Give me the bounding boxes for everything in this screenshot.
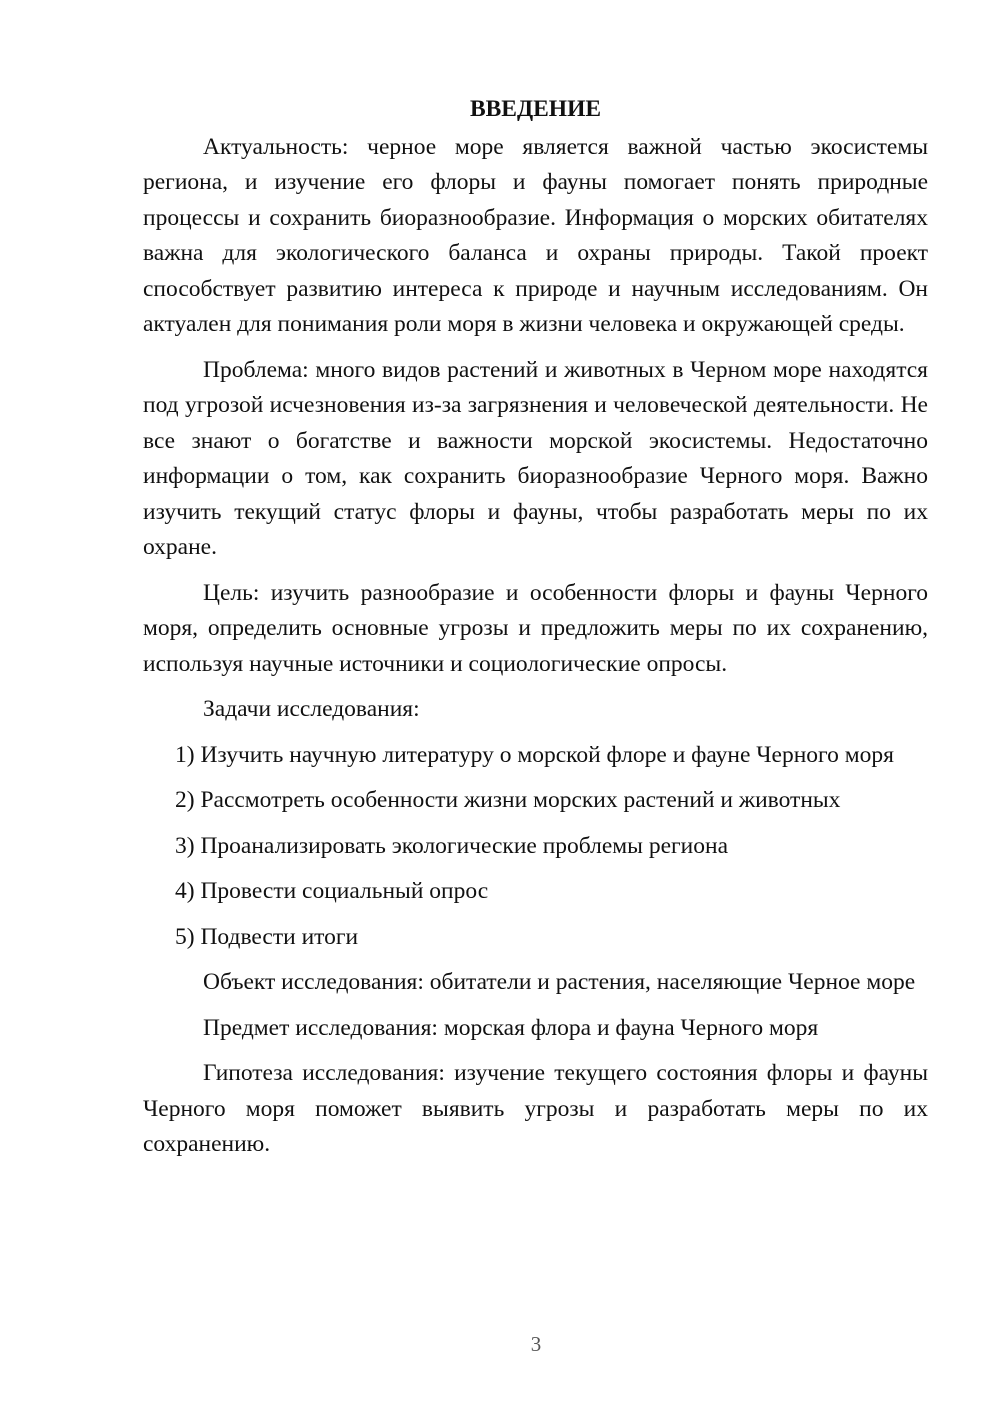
tasks-heading: Задачи исследования: <box>203 696 420 722</box>
paragraph-problem: Проблема: много видов растений и животных в Черном море находятся под угрозой исчезновения из-за загрязнения и человеческой деятельности. Не все знают о богатстве и важности морской экосистемы. Недостаточно информации о том, как сохранить биоразнообразие Черного моря. Важно изучить текущий статус флоры и фауны, чтобы разработать меры по их охране. <box>143 356 928 560</box>
page-number: 3 <box>530 1332 542 1356</box>
task-item-5: 5) Подвести итоги <box>175 923 359 950</box>
paragraph-hypothesis: Гипотеза исследования: изучение текущего состояния флоры и фауны Черного моря поможет выявить угрозы и разработать меры по их сохранению. <box>143 1060 928 1157</box>
page-content <box>143 92 928 1173</box>
task-item-2: 2) Рассмотреть особенности жизни морских растений и животных <box>175 787 841 813</box>
paragraph-subject: Предмет исследования: морская флора и фауна Черного моря <box>203 1014 819 1041</box>
task-item-1: 1) Изучить научную литературу о морской флоре и фауне Черного моря <box>175 741 894 768</box>
section-title: ВВЕДЕНИЕ <box>469 96 602 122</box>
paragraph-goal: Цель: изучить разнообразие и особенности флоры и фауны Черного моря, определить основные угрозы и предложить меры по их сохранению, используя научные источники и социологические опросы. <box>143 579 928 677</box>
task-item-4: 4) Провести социальный опрос <box>175 878 489 904</box>
paragraph-object: Объект исследования: обитатели и растения, населяющие Черное море <box>203 969 916 995</box>
task-item-3: 3) Проанализировать экологические проблемы региона <box>175 832 728 859</box>
paragraph-relevance: Актуальность: черное море является важной частью экосистемы региона, и изучение его флоры и фауны помогает понять природные процессы и сохранить биоразнообразие. Информация о морских обитателях важна для экологического баланса и охраны природы. Такой проект способствует развитию интереса к природе и научным исследованиям. Он актуален для понимания роли моря в жизни человека и окружающей среды. <box>143 133 928 337</box>
